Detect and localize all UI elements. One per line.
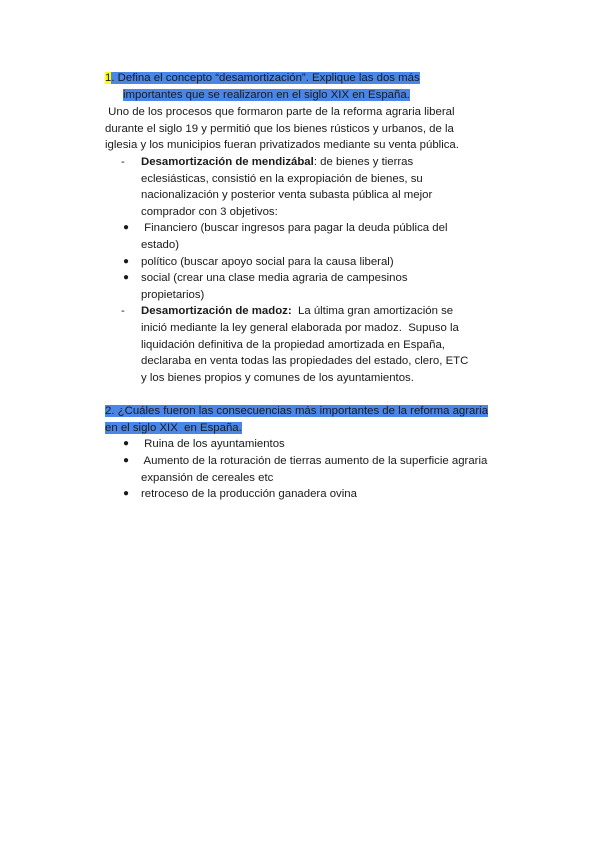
bullet-marker: ● — [123, 438, 130, 450]
madoz-line: liquidación definitiva de la propiedad amortizada en España, — [141, 338, 445, 351]
mendizabal-line: nacionalización y posterior venta subasta pública al mejor — [141, 189, 433, 202]
mendizabal-item — [105, 154, 525, 220]
question-1-number: 1 — [105, 72, 112, 84]
consequence-roturacion — [105, 453, 525, 486]
intro-line: durante el siglo 19 y permitió que los bienes rústicos y urbanos, de la — [105, 122, 454, 135]
bullet-marker: ● — [123, 455, 130, 467]
consequence-retroceso — [105, 486, 525, 503]
consequence-line: retroceso de la producción ganadera ovina — [141, 488, 357, 501]
question-2-text-cont: en el siglo XIX en España. — [105, 421, 242, 434]
madoz-line: declaraba en venta todas las propiedades del estado, clero, ETC — [141, 355, 469, 368]
question-2-line-1 — [105, 403, 525, 420]
mendizabal-first-line — [141, 154, 525, 171]
madoz-item — [105, 303, 525, 386]
consequence-ruina — [105, 436, 525, 453]
mendizabal-text: : de bienes y tierras — [313, 155, 414, 168]
bullet-marker: ● — [123, 488, 130, 500]
question-1-line-2 — [105, 87, 525, 104]
madoz-title: Desamortización de madoz: — [141, 305, 292, 318]
objective-line: social (crear una clase media agraria de campesinos — [141, 272, 408, 285]
question-2-text: 2. ¿Cuáles fueron las consecuencias más importantes de la reforma agraria — [105, 405, 489, 418]
mendizabal-line: eclesiásticas, consistió en la expropiación de bienes, su — [141, 172, 423, 185]
madoz-line: inició mediante la ley general elaborada por madoz. Supuso la — [141, 321, 459, 334]
document-content — [105, 70, 525, 503]
objective-social — [105, 270, 525, 303]
objective-financiero — [105, 220, 525, 253]
objective-line: político (buscar apoyo social para la causa liberal) — [141, 255, 394, 268]
objective-line: Financiero (buscar ingresos para pagar la deuda pública del — [141, 222, 448, 235]
intro-line: iglesia y los municipios fueran privatizados mediante su venta pública. — [105, 139, 459, 152]
mendizabal-title: Desamortización de mendizábal — [141, 155, 314, 168]
dash-marker: - — [121, 155, 125, 168]
question-1-text-cont: importantes que se realizaron en el siglo XIX en España. — [123, 88, 410, 101]
consequence-line: Ruina de los ayuntamientos — [141, 438, 285, 451]
madoz-line: y los bienes propios y comunes de los ayuntamientos. — [141, 371, 414, 384]
consequence-line: Aumento de la roturación de tierras aumento de la superficie agraria — [141, 455, 488, 468]
question-1-text: . Defina el concepto “desamortización”. Explique las dos más — [111, 72, 420, 84]
objective-politico — [105, 254, 525, 271]
objective-line: estado) — [141, 238, 179, 251]
objective-line: propietarios) — [141, 288, 205, 301]
bullet-marker: ● — [123, 255, 130, 267]
question-1-line-1 — [105, 70, 525, 87]
dash-marker: - — [121, 305, 125, 318]
intro-line: Uno de los procesos que formaron parte de la reforma agraria liberal — [105, 106, 455, 119]
intro-paragraph — [105, 104, 525, 154]
consequence-line: expansión de cereales etc — [141, 471, 274, 484]
mendizabal-line: comprador con 3 objetivos: — [141, 205, 278, 218]
madoz-first-line — [141, 303, 525, 320]
spacer — [105, 386, 525, 403]
bullet-marker: ● — [123, 272, 130, 284]
question-2-line-2 — [105, 420, 525, 437]
bullet-marker: ● — [123, 222, 130, 234]
madoz-text: La última gran amortización se — [291, 305, 454, 318]
